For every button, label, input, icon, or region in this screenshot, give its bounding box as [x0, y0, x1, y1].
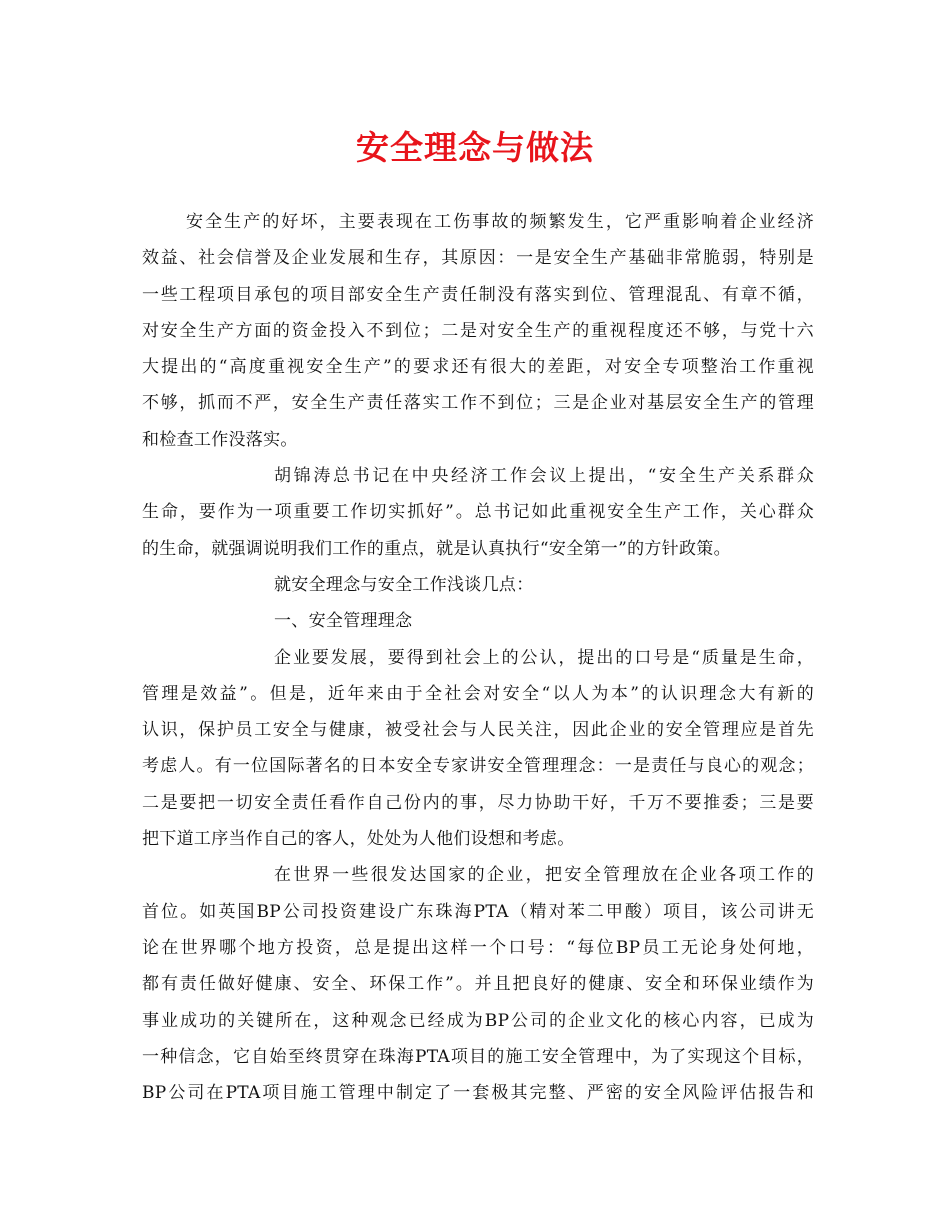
paragraph-line: 都有责任做好健康、安全、环保工作”。并且把良好的健康、安全和环保业绩作为 — [142, 974, 814, 995]
paragraph-line: BP公司在PTA项目施工管理中制定了一套极其完整、严密的安全风险评估报告和 — [142, 1083, 814, 1104]
paragraph-line: 对安全生产方面的资金投入不到位；二是对安全生产的重视程度还不够，与党十六 — [142, 320, 814, 341]
paragraph-line: 一种信念，它自始至终贯穿在珠海PTA项目的施工安全管理中，为了实现这个目标， — [142, 1046, 814, 1067]
paragraph-line: 大提出的“高度重视安全生产”的要求还有很大的差距，对安全专项整治工作重视 — [142, 357, 814, 378]
paragraph-line: 在世界一些很发达国家的企业，把安全管理放在企业各项工作的 — [274, 865, 814, 886]
paragraph-line: 把下道工序当作自己的客人，处处为人他们设想和考虑。 — [142, 829, 575, 850]
paragraph-line: 的生命，就强调说明我们工作的重点，就是认真执行“安全第一”的方针政策。 — [142, 538, 731, 559]
paragraph-line: 论在世界哪个地方投资，总是提出这样一个口号：“每位BP员工无论身处何地， — [142, 937, 814, 958]
paragraph-line: 事业成功的关键所在，这种观念已经成为BP公司的企业文化的核心内容，已成为 — [142, 1010, 814, 1031]
paragraph-line: 首位。如英国BP公司投资建设广东珠海PTA（精对苯二甲酸）项目，该公司讲无 — [142, 901, 814, 922]
section-heading: 一、安全管理理念 — [274, 611, 413, 632]
paragraph-line: 胡锦涛总书记在中央经济工作会议上提出，“安全生产关系群众 — [274, 466, 814, 487]
paragraph-line: 一些工程项目承包的项目部安全生产责任制没有落实到位、管理混乱、有章不循， — [142, 284, 814, 305]
paragraph-line: 二是要把一切安全责任看作自己份内的事，尽力协助干好，千万不要推委；三是要 — [142, 792, 814, 813]
paragraph-line: 生命，要作为一项重要工作切实抓好”。总书记如此重视安全生产工作，关心群众 — [142, 502, 814, 523]
paragraph-line: 考虑人。有一位国际著名的日本安全专家讲安全管理理念：一是责任与良心的观念； — [142, 756, 814, 777]
paragraph-line: 不够，抓而不严，安全生产责任落实工作不到位；三是企业对基层安全生产的管理 — [142, 393, 814, 414]
paragraph-line: 就安全理念与安全工作浅谈几点： — [274, 574, 534, 595]
paragraph-line: 管理是效益”。但是，近年来由于全社会对安全“以人为本”的认识理念大有新的 — [142, 683, 814, 704]
document-title: 安全理念与做法 — [356, 128, 594, 167]
paragraph-line: 效益、社会信誉及企业发展和生存，其原因：一是安全生产基础非常脆弱，特别是 — [142, 248, 814, 269]
paragraph-line: 企业要发展，要得到社会上的公认，提出的口号是“质量是生命， — [274, 647, 814, 668]
paragraph-line: 认识，保护员工安全与健康，被受社会与人民关注，因此企业的安全管理应是首先 — [142, 720, 814, 741]
paragraph-line: 和检查工作没落实。 — [142, 429, 298, 450]
document-body — [142, 204, 814, 1111]
paragraph-line: 安全生产的好坏，主要表现在工伤事故的频繁发生，它严重影响着企业经济 — [186, 212, 814, 232]
